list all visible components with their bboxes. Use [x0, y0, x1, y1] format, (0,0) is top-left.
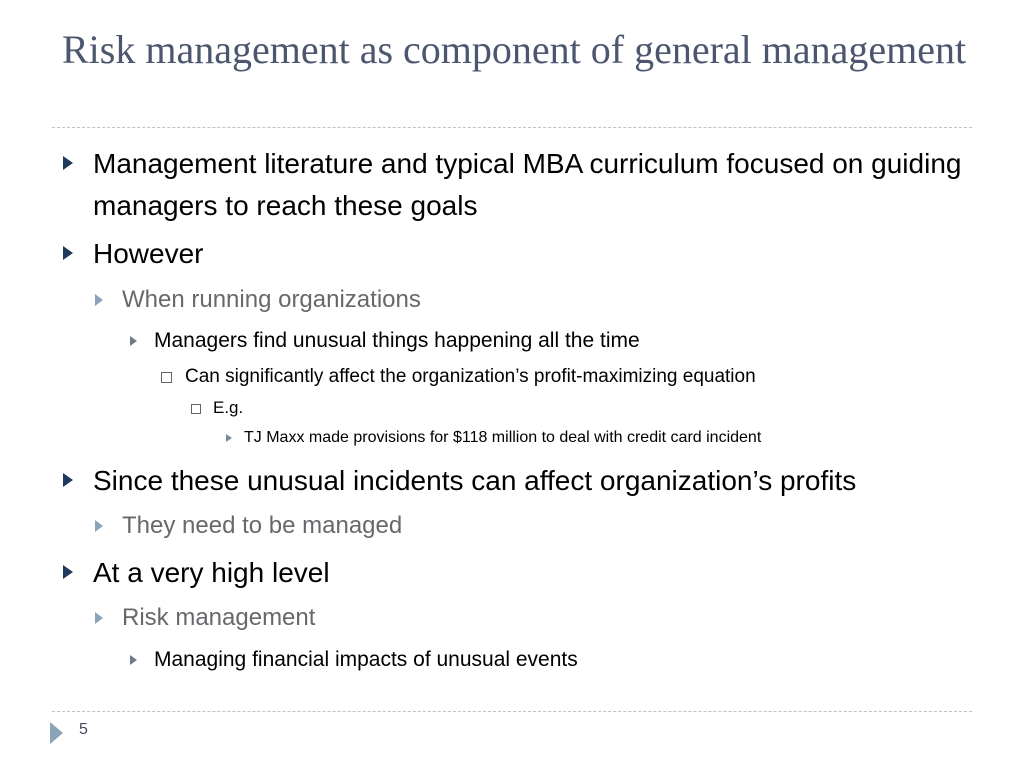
bullet-text: Can significantly affect the organization’s profit-maximizing equation	[185, 366, 756, 387]
bullet-triangle-icon	[226, 434, 232, 442]
bullet-item	[224, 427, 761, 449]
bullet-triangle-icon	[63, 246, 73, 260]
bullet-item	[90, 510, 402, 542]
bullet-text: Since these unusual incidents can affect organization’s profits	[93, 465, 857, 496]
bullet-triangle-icon	[95, 612, 103, 624]
bullet-text: TJ Maxx made provisions for $118 million to deal with credit card incident	[244, 429, 762, 446]
bullet-item	[58, 233, 203, 275]
bullet-item	[158, 364, 756, 390]
bullet-text: Risk management	[122, 604, 316, 631]
bullet-item	[90, 284, 421, 316]
bullet-item	[58, 460, 856, 502]
bullet-triangle-icon	[63, 156, 73, 170]
bullet-triangle-icon	[95, 294, 103, 306]
bullet-text: Managing financial impacts of unusual events	[154, 648, 578, 671]
bullet-item	[126, 646, 578, 674]
bullet-triangle-icon	[63, 473, 73, 487]
bullet-item	[90, 602, 315, 634]
bullet-triangle-icon	[63, 565, 73, 579]
footer-arrow-icon	[50, 722, 63, 744]
footer-divider	[52, 711, 972, 712]
bullet-text: Managers find unusual things happening all the time	[154, 329, 640, 352]
bullet-triangle-icon	[130, 655, 137, 665]
bullet-item	[188, 397, 243, 419]
bullet-item	[58, 143, 978, 227]
bullet-text: At a very high level	[93, 557, 330, 588]
bullet-text: Management literature and typical MBA curriculum focused on guiding managers to reach these goals	[93, 148, 962, 221]
bullet-triangle-icon	[95, 520, 103, 532]
bullet-text: E.g.	[213, 398, 244, 417]
bullet-item	[126, 327, 640, 355]
bullet-square-icon	[191, 404, 201, 414]
slide-title: Risk management as component of general management	[62, 27, 967, 72]
page-number: 5	[79, 721, 88, 738]
bullet-item	[58, 552, 330, 594]
bullet-text: However	[93, 238, 204, 269]
bullet-square-icon	[161, 372, 172, 383]
bullet-text: When running organizations	[122, 286, 421, 313]
bullet-triangle-icon	[130, 336, 137, 346]
title-divider	[52, 127, 972, 128]
bullet-text: They need to be managed	[122, 512, 403, 539]
